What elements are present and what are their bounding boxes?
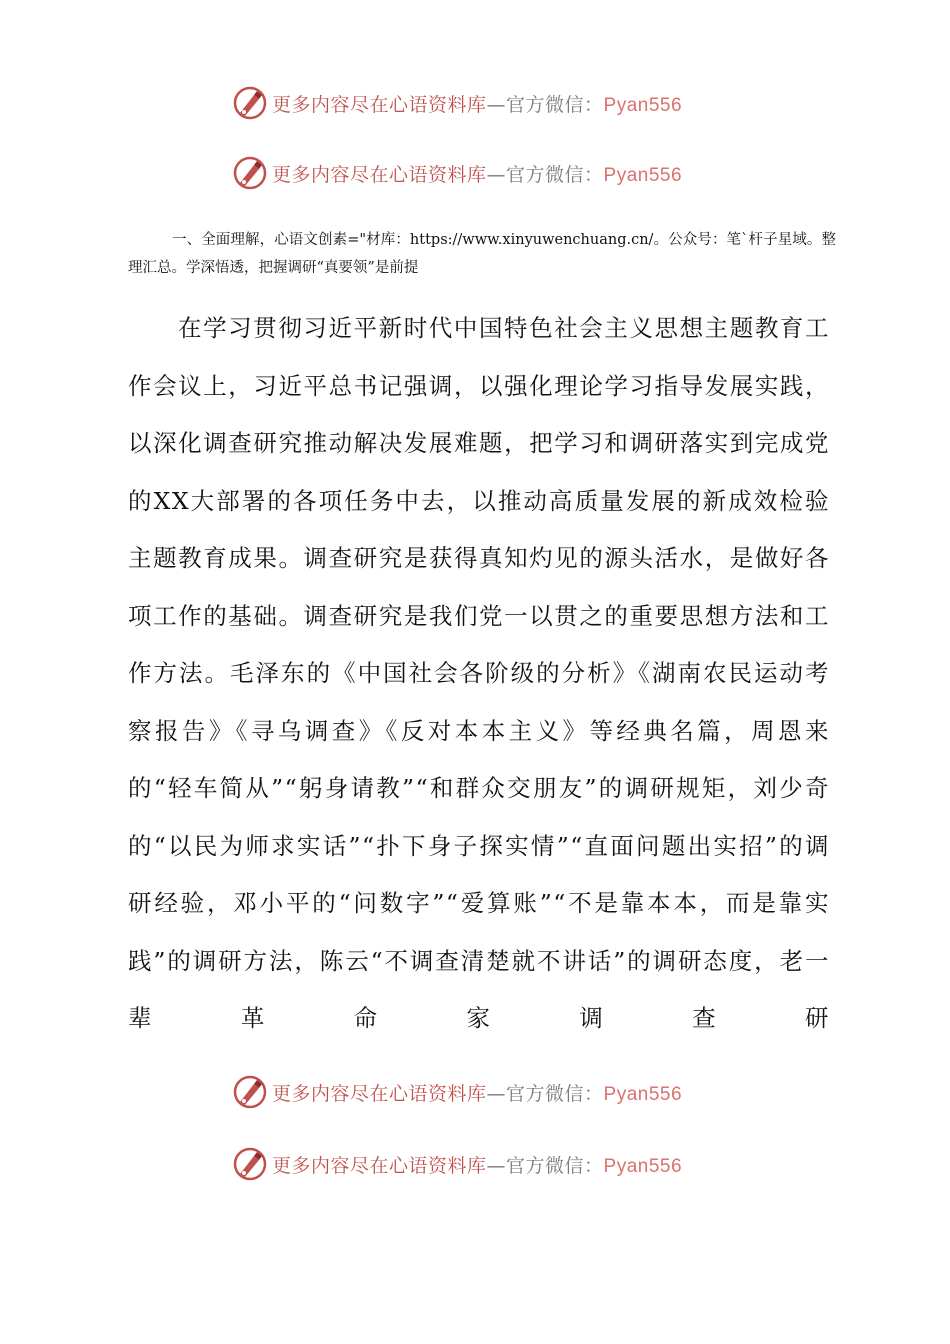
banner-wechat-id: Pyan556: [603, 164, 683, 186]
pen-logo-icon: [232, 155, 268, 191]
banner-separator: —: [486, 163, 507, 186]
banner-separator: —: [486, 1082, 507, 1105]
watermark-banner-2: [232, 155, 732, 191]
pen-logo-icon: [232, 1146, 268, 1182]
banner-separator: —: [486, 93, 507, 116]
banner-wechat-id: Pyan556: [603, 94, 683, 116]
watermark-banner-4: [232, 1146, 732, 1182]
watermark-banner-3: [232, 1074, 732, 1110]
banner-main-text: 更多内容尽在心语资料库: [272, 1082, 487, 1105]
watermark-banner-1: [232, 85, 732, 121]
banner-main-text: 更多内容尽在心语资料库: [272, 93, 487, 116]
banner-separator: —: [486, 1154, 507, 1177]
banner-wechat-id: Pyan556: [603, 1083, 683, 1105]
pen-logo-icon: [232, 1074, 268, 1110]
banner-wechat-label: 官方微信：: [506, 1082, 604, 1105]
intro-heading-text: 一、全面理解，心语文创素="材库：https://www.xinyuwenchuang.cn/。公众号：笔`杆子星域。整理汇总。学深悟透，把握调研“真要领”是前提: [128, 232, 836, 276]
body-paragraph: 在学习贯彻习近平新时代中国特色社会主义思想主题教育工作会议上，习近平总书记强调，以强化理论学习指导发展实践，以深化调查研究推动解决发展难题，把学习和调研落实到完成党的XX大部署的各项任务中去，以推动高质量发展的新成效检验主题教育成果。调查研究是获得真知灼见的源头活水，是做好各项工作的基础。调查研究是我们党一以贯之的重要思想方法和工作方法。毛泽东的《中国社会各阶级的分析》《湖南农民运动考察报告》《寻乌调查》《反对本本主义》等经典名篇，周恩来的“轻车简从”“躬身请教”“和群众交朋友”的调研规矩，刘少奇的“以民为师求实话”“扑下身子探实情”“直面问题出实招”的调研经验，邓小平的“问数字”“爱算账”“不是靠本本，而是靠实践”的调研方法，陈云“不调查清楚就不讲话”的调研态度，老一辈革命家调查研: [128, 314, 830, 1032]
banner-wechat-id: Pyan556: [603, 1155, 683, 1177]
banner-wechat-label: 官方微信：: [506, 93, 604, 116]
banner-main-text: 更多内容尽在心语资料库: [272, 1154, 487, 1177]
banner-wechat-label: 官方微信：: [506, 163, 604, 186]
banner-main-text: 更多内容尽在心语资料库: [272, 163, 487, 186]
pen-logo-icon: [232, 85, 268, 121]
banner-wechat-label: 官方微信：: [506, 1154, 604, 1177]
